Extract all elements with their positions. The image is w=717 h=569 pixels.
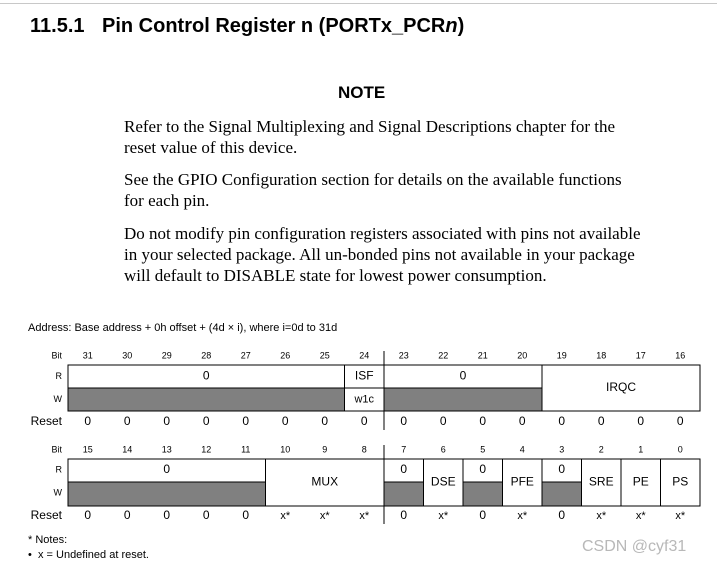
note-paragraph-1: Refer to the Signal Multiplexing and Signal Descriptions chapter for the reset value of this device. xyxy=(124,117,615,157)
lower-bit-number: 5 xyxy=(480,444,486,455)
upper-bit-number: 31 xyxy=(82,350,93,361)
lower-reset-value: x* xyxy=(596,509,607,522)
lower-bit-number: 3 xyxy=(559,444,565,455)
lower-reset-value: x* xyxy=(438,509,449,522)
lower-bit-number: 0 xyxy=(677,444,683,455)
note-paragraph-2: See the GPIO Configuration section for details on the available functions for each pin. xyxy=(124,170,622,210)
upper-bit-number: 17 xyxy=(635,350,646,361)
lower-field-4-read-label: 0 xyxy=(479,462,487,477)
lower-bit-number: 2 xyxy=(598,444,604,455)
upper-bit-row-label: Bit xyxy=(51,350,62,361)
upper-field-2-read-label: 0 xyxy=(459,368,467,383)
notes-heading: * Notes: xyxy=(28,534,68,546)
upper-reset-value: 0 xyxy=(360,414,368,429)
address-line: Address: Base address + 0h offset + (4d × i), where i=0d to 31d xyxy=(28,322,338,334)
upper-bit-number: 20 xyxy=(517,350,528,361)
lower-bit-number: 6 xyxy=(440,444,446,455)
lower-field-8-label: PE xyxy=(632,474,649,489)
upper-bit-number: 16 xyxy=(675,350,686,361)
upper-reset-value: 0 xyxy=(518,414,526,429)
lower-bit-number: 13 xyxy=(161,444,172,455)
lower-bit-number: 9 xyxy=(322,444,328,455)
lower-reset-value: 0 xyxy=(123,508,131,523)
lower-field-0-read-label: 0 xyxy=(163,462,171,477)
lower-reset-value: x* xyxy=(319,509,330,522)
lower-bit-number: 11 xyxy=(241,444,251,455)
upper-field-0-reserved-fill xyxy=(68,388,345,411)
lower-reset-value: 0 xyxy=(558,508,566,523)
lower-field-5-label: PFE xyxy=(510,474,534,489)
lower-reset-value: x* xyxy=(359,509,370,522)
lower-field-6-reserved-fill xyxy=(542,482,582,506)
upper-reset-value: 0 xyxy=(321,414,329,429)
lower-bit-number: 1 xyxy=(638,444,644,455)
lower-field-2-read-label: 0 xyxy=(400,462,408,477)
upper-reset-value: 0 xyxy=(597,414,605,429)
upper-reset-value: 0 xyxy=(202,414,210,429)
lower-field-3-label: DSE xyxy=(430,474,456,489)
upper-bit-number: 21 xyxy=(477,350,488,361)
upper-w-row-label: W xyxy=(53,393,62,404)
section-number: 11.5.1 xyxy=(30,15,85,37)
upper-reset-row-label: Reset xyxy=(30,414,62,429)
upper-field-2-reserved-fill xyxy=(384,388,542,411)
upper-reset-value: 0 xyxy=(123,414,131,429)
lower-reset-value: x* xyxy=(635,509,646,522)
upper-bit-number: 19 xyxy=(556,350,567,361)
notes-item: • x = Undefined at reset. xyxy=(28,549,149,561)
lower-bit-number: 4 xyxy=(519,444,525,455)
lower-reset-value: 0 xyxy=(202,508,210,523)
lower-bit-number: 10 xyxy=(280,444,291,455)
lower-reset-value: 0 xyxy=(242,508,250,523)
upper-reset-value: 0 xyxy=(558,414,566,429)
lower-field-4-reserved-fill xyxy=(463,482,503,506)
lower-field-9-label: PS xyxy=(672,474,689,489)
lower-field-2-reserved-fill xyxy=(384,482,424,506)
upper-bit-number: 26 xyxy=(280,350,291,361)
lower-reset-value: 0 xyxy=(479,508,487,523)
notes-item-text: x = Undefined at reset. xyxy=(37,549,149,561)
lower-bit-number: 14 xyxy=(122,444,133,455)
upper-reset-value: 0 xyxy=(84,414,92,429)
lower-w-row-label: W xyxy=(53,487,62,498)
lower-bit-number: 7 xyxy=(401,444,407,455)
upper-field-1-read-label: ISF xyxy=(354,368,374,383)
lower-reset-value: 0 xyxy=(400,508,408,523)
lower-field-1-label: MUX xyxy=(311,474,339,489)
upper-bit-number: 18 xyxy=(596,350,607,361)
upper-bit-number: 23 xyxy=(398,350,409,361)
lower-field-0-reserved-fill xyxy=(68,482,266,506)
upper-bit-number: 22 xyxy=(438,350,449,361)
lower-r-row-label: R xyxy=(55,464,62,475)
upper-reset-value: 0 xyxy=(439,414,447,429)
watermark: CSDN @cyf31 xyxy=(582,538,687,555)
upper-reset-value: 0 xyxy=(400,414,408,429)
upper-field-3-label: IRQC xyxy=(606,380,636,395)
lower-reset-row-label: Reset xyxy=(30,508,62,523)
upper-bit-number: 27 xyxy=(240,350,251,361)
upper-r-row-label: R xyxy=(55,370,62,381)
lower-bit-row-label: Bit xyxy=(51,444,62,455)
upper-bit-number: 30 xyxy=(122,350,133,361)
note-heading: NOTE xyxy=(338,83,386,102)
lower-bit-number: 15 xyxy=(82,444,93,455)
lower-reset-value: 0 xyxy=(163,508,171,523)
lower-field-7-label: SRE xyxy=(588,474,614,489)
lower-bit-number: 12 xyxy=(201,444,212,455)
upper-field-0-read-label: 0 xyxy=(202,368,210,383)
lower-field-6-read-label: 0 xyxy=(558,462,566,477)
lower-reset-value: x* xyxy=(280,509,291,522)
upper-bit-number: 25 xyxy=(319,350,330,361)
note-paragraph-3: Do not modify pin configuration registers associated with pins not available in your selected package. All un-bonded pins not available in your package will default to DISABLE state for lowest power consumption. xyxy=(124,224,641,285)
upper-reset-value: 0 xyxy=(479,414,487,429)
upper-bit-number: 28 xyxy=(201,350,212,361)
section-title-italic: n xyxy=(445,15,458,37)
section-title-close: ) xyxy=(457,15,465,37)
lower-reset-value: x* xyxy=(517,509,528,522)
lower-bit-number: 8 xyxy=(361,444,367,455)
upper-reset-value: 0 xyxy=(281,414,289,429)
upper-reset-value: 0 xyxy=(676,414,684,429)
lower-reset-value: 0 xyxy=(84,508,92,523)
upper-reset-value: 0 xyxy=(163,414,171,429)
section-title-main: Pin Control Register n (PORTx_PCR xyxy=(102,15,446,37)
upper-bit-number: 29 xyxy=(161,350,172,361)
upper-field-1-write-label: w1c xyxy=(354,393,375,406)
upper-reset-value: 0 xyxy=(242,414,250,429)
upper-bit-number: 24 xyxy=(359,350,370,361)
upper-reset-value: 0 xyxy=(637,414,645,429)
lower-reset-value: x* xyxy=(675,509,686,522)
